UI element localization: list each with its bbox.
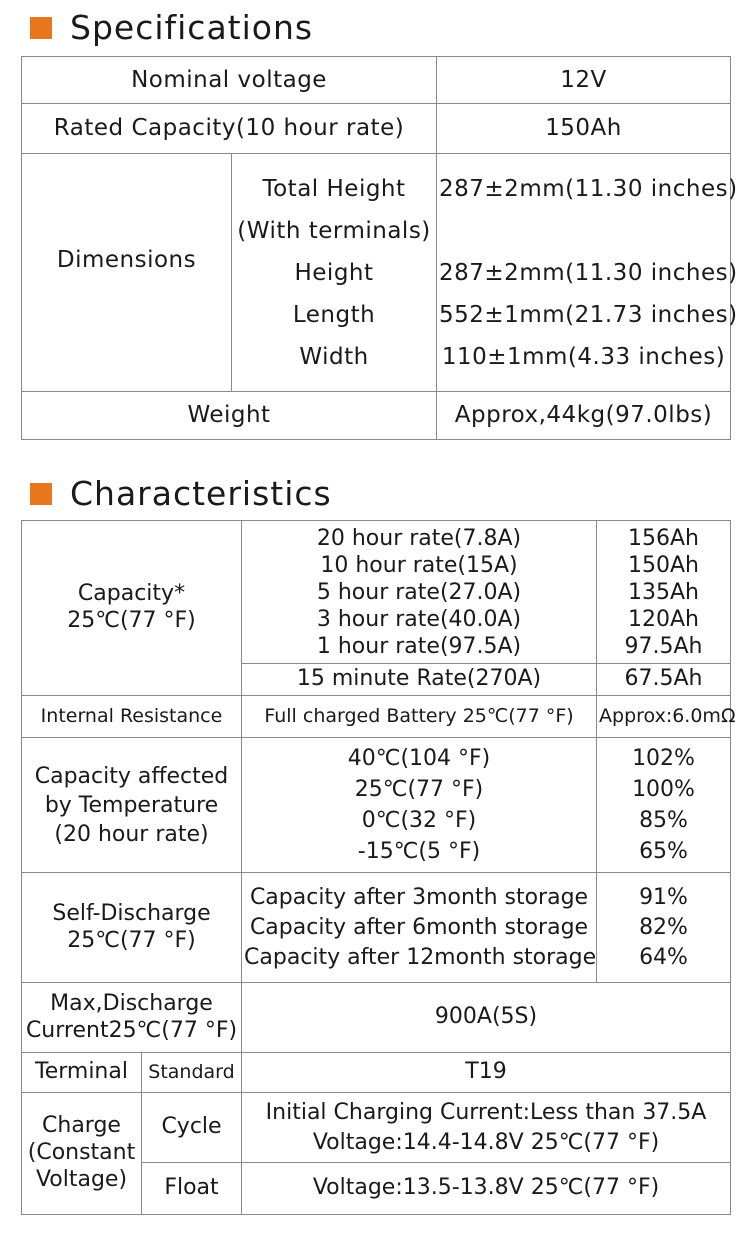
internal-resistance-condition: Full charged Battery 25℃(77 °F) (242, 696, 597, 738)
length-value: 552±1mm(21.73 inches) (439, 302, 738, 328)
self-discharge-condition: Capacity after 6month storage (249, 914, 589, 940)
float-label: Float (142, 1163, 242, 1215)
capacity-value: 120Ah (628, 606, 699, 632)
dimensions-label (22, 154, 232, 392)
max-discharge-label-line: Max,Discharge (50, 990, 213, 1016)
temperature-condition: 25℃(77 °F) (354, 777, 484, 802)
blank-line (439, 210, 728, 252)
self-discharge-value: 91% (639, 884, 688, 910)
weight-label: Weight (22, 392, 437, 440)
height-value: 287±2mm(11.30 inches) (439, 260, 738, 286)
temperature-label-line: (20 hour rate) (54, 821, 209, 847)
capacity-value: 97.5Ah (624, 633, 703, 659)
charge-label-line: Charge (42, 1113, 121, 1139)
self-discharge-condition: Capacity after 12month storage (244, 944, 597, 970)
orange-square-icon (30, 17, 52, 39)
table-row (22, 57, 731, 104)
temperature-condition: -15℃(5 °F) (357, 839, 481, 864)
temperature-label-line: by Temperature (44, 792, 219, 818)
rated-capacity-value: 150Ah (437, 104, 731, 154)
capacity-value: 135Ah (628, 579, 699, 605)
capacity-15min-value: 67.5Ah (597, 664, 731, 696)
self-discharge-condition: Capacity after 3month storage (249, 884, 589, 910)
capacity-label-line: Capacity* (77, 581, 186, 607)
dimensions-sub-labels (232, 154, 437, 392)
internal-resistance-label: Internal Resistance (22, 696, 242, 738)
self-discharge-conditions (242, 873, 597, 983)
charge-label-line: (Constant (27, 1140, 136, 1166)
terminal-sub-label: Standard (142, 1053, 242, 1093)
dimensions-values (437, 154, 738, 392)
temperature-condition: 0℃(32 °F) (361, 808, 477, 833)
length-label: Length (292, 302, 376, 328)
table-row (22, 1093, 731, 1163)
max-discharge-value: 900A(5S) (242, 983, 731, 1053)
table-row (22, 521, 731, 664)
specifications-table (21, 56, 738, 440)
table-row (22, 873, 731, 983)
specifications-header (30, 8, 313, 47)
terminal-label: Terminal (22, 1053, 142, 1093)
characteristics-table (21, 520, 736, 1215)
temperature-conditions (242, 738, 597, 873)
capacity-values (597, 521, 731, 664)
total-height-label-note: (With terminals) (237, 218, 431, 244)
table-row (22, 1053, 731, 1093)
table-row (22, 104, 731, 154)
rated-capacity-label: Rated Capacity(10 hour rate) (22, 104, 437, 154)
capacity-label-line: 25℃(77 °F) (67, 608, 196, 633)
dimensions-label-text: Dimensions (56, 247, 197, 274)
orange-square-icon (30, 483, 52, 505)
charge-label-line: Voltage) (35, 1166, 128, 1192)
temperature-condition: 40℃(104 °F) (347, 746, 491, 771)
capacity-rate: 10 hour rate(15A) (320, 552, 518, 578)
max-discharge-label-line: Current25℃(77 °F) (25, 1017, 238, 1043)
nominal-voltage-value: 12V (437, 57, 731, 104)
charge-label (22, 1093, 142, 1215)
table-row (22, 738, 731, 873)
temperature-label-line: Capacity affected (34, 763, 229, 789)
table-row (22, 696, 731, 738)
specifications-title: Specifications (70, 8, 314, 47)
capacity-value: 156Ah (628, 525, 699, 551)
weight-value: Approx,44kg(97.0lbs) (437, 392, 731, 440)
capacity-rate: 3 hour rate(40.0A) (316, 606, 522, 632)
capacity-label (22, 521, 242, 696)
self-discharge-value: 64% (639, 944, 688, 970)
cycle-value-line: Initial Charging Current:Less than 37.5A (265, 1099, 707, 1125)
self-discharge-label (22, 873, 242, 983)
temperature-value: 85% (639, 808, 688, 833)
temperature-label (22, 738, 242, 873)
cycle-label: Cycle (142, 1093, 242, 1163)
table-row (22, 154, 731, 392)
nominal-voltage-label: Nominal voltage (22, 57, 437, 104)
temperature-values (597, 738, 731, 873)
capacity-rate: 1 hour rate(97.5A) (316, 633, 522, 659)
capacity-rates (242, 521, 597, 664)
self-discharge-values (597, 873, 731, 983)
temperature-value: 100% (632, 777, 695, 802)
cycle-value-line: Voltage:14.4-14.8V 25℃(77 °F) (312, 1129, 660, 1155)
table-row (22, 983, 731, 1053)
terminal-value: T19 (242, 1053, 731, 1093)
max-discharge-label (22, 983, 242, 1053)
characteristics-header (30, 474, 332, 513)
capacity-rate: 5 hour rate(27.0A) (316, 579, 522, 605)
total-height-label: Total Height (262, 176, 406, 202)
self-discharge-label-line: Self-Discharge (52, 900, 211, 926)
width-value: 110±1mm(4.33 inches) (441, 344, 726, 370)
capacity-value: 150Ah (628, 552, 699, 578)
temperature-value: 102% (632, 746, 695, 771)
height-label: Height (294, 260, 374, 286)
total-height-value: 287±2mm(11.30 inches) (439, 176, 738, 202)
capacity-rate: 20 hour rate(7.8A) (316, 525, 522, 551)
temperature-value: 65% (639, 839, 688, 864)
self-discharge-value: 82% (639, 914, 688, 940)
capacity-15min-rate: 15 minute Rate(270A) (242, 664, 597, 696)
internal-resistance-value: Approx:6.0mΩ (597, 696, 731, 738)
characteristics-title: Characteristics (70, 474, 332, 513)
float-value: Voltage:13.5-13.8V 25℃(77 °F) (242, 1163, 731, 1215)
width-label: Width (299, 344, 369, 370)
cycle-value (242, 1093, 731, 1163)
table-row (22, 392, 731, 440)
self-discharge-label-line: 25℃(77 °F) (67, 927, 196, 953)
